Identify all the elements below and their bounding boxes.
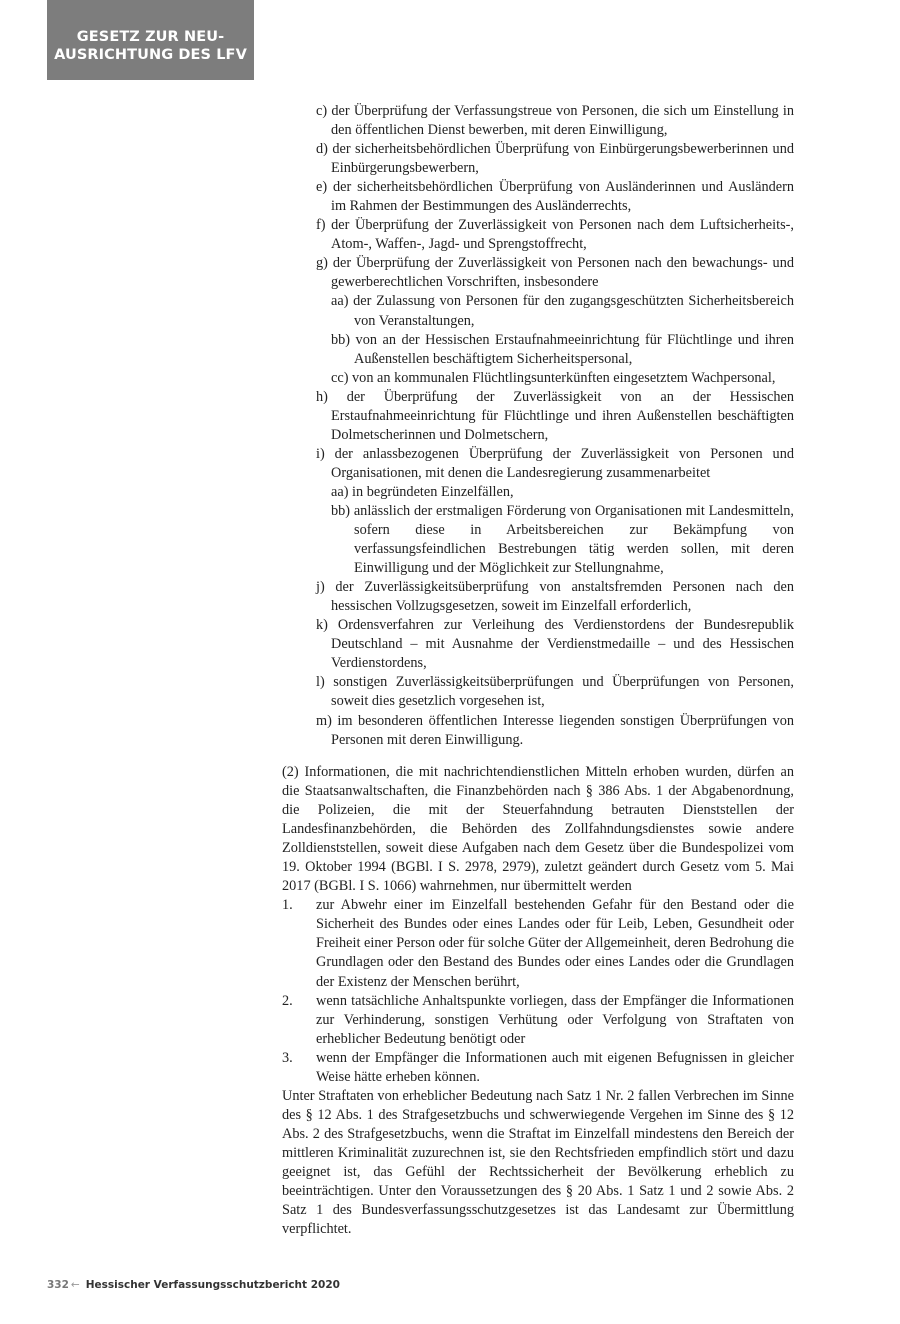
list-item-g-bb: bb) von an der Hessischen Erstaufnahmeeinrichtung für Flüchtlinge und ihren Außenstellen beschäftigtem Sicherheitspersonal, xyxy=(331,331,795,367)
paragraph-2-closing: Unter Straftaten von erheblicher Bedeutung nach Satz 1 Nr. 2 fallen Verbrechen im Sinne des § 12 Abs. 1 des Strafgesetzbuchs und schwerwiegende Vergehen im Sinne des § 12 Abs. 2 des Strafgesetzbuchs, wenn die Straftat im Einzelfall mindestens den Bereich der mittleren Kriminalität zuzurechnen ist, sie den Rechtsfrieden empfindlich stört und dazu geeignet ist, das Gefühl der Rechtssicherheit der Bevölkerung erheblich zu beeinträchtigen. Unter den Voraussetzungen des § 20 Abs. 1 Satz 1 und 2 sowie Abs. 2 Satz 1 des Bundesverfassungsschutzgesetzes ist das Landesamt zur Übermittlung verpflichtet. xyxy=(282,1087,794,1238)
publication-title: Hessischer Verfassungsschutzbericht 2020 xyxy=(85,1279,340,1291)
paragraph-2-intro: (2) Informationen, die mit nachrichtendienstlichen Mitteln erhoben wurden, dürfen an die Staatsanwaltschaften, die Finanzbehörden nach § 386 Abs. 1 der Abgabenordnung, die Polizeien, die mit der Steuerfahndung betrauten Dienststellen der Landesfinanzbehörden, die Behörden des Zollfahndungsdienstes sowie andere Zolldienststellen, soweit diese Aufgaben nach dem Gesetz über die Bundespolizei vom 19. Oktober 1994 (BGBl. I S. 2978, 2979), zuletzt geändert durch Gesetz vom 5. Mai 2017 (BGBl. I S. 1066) wahrnehmen, nur übermittelt werden xyxy=(282,764,794,895)
list-item-c: c) der Überprüfung der Verfassungstreue von Personen, die sich um Einstellung in den öffentlichen Dienst bewerben, mit deren Einwilligung, xyxy=(316,103,794,139)
paragraph-2 xyxy=(282,763,794,1239)
numbered-item-3-number: 3. xyxy=(282,1049,293,1066)
back-arrow-icon[interactable]: ← xyxy=(70,1279,80,1291)
list-item-i-bb: bb) anlässlich der erstmaligen Förderung von Organisationen mit Landesmitteln, sofern diese in Arbeitsbereichen zur Bekämpfung von verfassungsfeindlichen Bestrebungen tätig werden sollen, mit deren Einwilligung und der Möglichkeit zur Stellungnahme, xyxy=(331,502,794,577)
numbered-item-2-text: wenn tatsächliche Anhaltspunkte vorliegen, dass der Empfänger die Informationen zur Verhinderung, sonstigen Verhütung oder Verfolgung von Straftaten von erheblicher Bedeutung benötigt oder xyxy=(316,992,794,1047)
list-item-g-cc: cc) von an kommunalen Flüchtlingsunterkünften eingesetztem Wachpersonal, xyxy=(331,369,776,386)
section-header-box xyxy=(47,0,254,80)
list-item-h: h) der Überprüfung der Zuverlässigkeit von an der Hessischen Erstaufnahmeeinrichtung für Flüchtlinge und ihren Außenstellen beschäftigten Dolmetscherinnen und Dolmetschern, xyxy=(316,388,795,443)
list-item-f: f) der Überprüfung der Zuverlässigkeit von Personen nach dem Luftsicherheits-, Atom-, Waffen-, Jagd- und Sprengstoffrecht, xyxy=(316,217,795,253)
list-item-i: i) der anlassbezogenen Überprüfung der Zuverlässigkeit von Personen und Organisationen, mit denen die Landesregierung zusammenarbeitet xyxy=(316,445,795,481)
list-item-m: m) im besonderen öffentlichen Interesse liegenden sonstigen Überprüfungen von Personen mit deren Einwilligung. xyxy=(316,712,794,748)
numbered-item-1-number: 1. xyxy=(282,897,293,914)
paragraph-1-list-continuation xyxy=(316,102,794,750)
section-header-line-2: AUSRICHTUNG DES LFV xyxy=(54,47,247,63)
list-item-d: d) der sicherheitsbehördlichen Überprüfung von Einbürgerungsbewerberinnen und Einbürgerungsbewerbern, xyxy=(316,141,795,177)
numbered-item-3 xyxy=(282,1049,794,1087)
section-header-line-1: GESETZ ZUR NEU- xyxy=(76,29,225,45)
page-footer xyxy=(47,1279,340,1291)
list-item-g-aa: aa) der Zulassung von Personen für den zugangsgeschützten Sicherheitsbereich von Veranstaltungen, xyxy=(331,293,794,329)
list-item-k: k) Ordensverfahren zur Verleihung des Verdienstordens der Bundesrepublik Deutschland – mit Ausnahme der Verdienstmedaille – und des Hessischen Verdienstordens, xyxy=(316,617,795,672)
numbered-item-2-number: 2. xyxy=(282,992,293,1009)
list-item-e: e) der sicherheitsbehördlichen Überprüfung von Ausländerinnen und Ausländern im Rahmen der Bestimmungen des Ausländerrechts, xyxy=(316,179,795,215)
numbered-item-1-text: zur Abwehr einer im Einzelfall bestehenden Gefahr für den Bestand oder die Sicherheit des Bundes oder eines Landes oder für Leib, Leben, Gesundheit oder Freiheit einer Person oder für solche Güter der Allgemeinheit, deren Bedrohung die Grundlagen oder den Bestand des Bundes oder eines Landes oder die Grundlagen der Existenz der Menschen berührt, xyxy=(316,897,795,990)
numbered-item-1 xyxy=(282,896,794,991)
list-item-i-aa: aa) in begründeten Einzelfällen, xyxy=(331,483,514,500)
list-item-l: l) sonstigen Zuverlässigkeitsüberprüfungen und Überprüfungen von Personen, soweit dies gesetzlich vorgesehen ist, xyxy=(316,674,794,710)
numbered-item-3-text: wenn der Empfänger die Informationen auch mit eigenen Befugnissen in gleicher Weise hätte erheben können. xyxy=(316,1049,794,1085)
page-number: 332 xyxy=(47,1279,69,1291)
numbered-item-2 xyxy=(282,992,794,1049)
list-item-j: j) der Zuverlässigkeitsüberprüfung von anstaltsfremden Personen nach den hessischen Vollzugsgesetzen, soweit im Einzelfall erforderlich, xyxy=(316,579,795,615)
list-item-g: g) der Überprüfung der Zuverlässigkeit von Personen nach den bewachungs- und gewerberechtlichen Vorschriften, insbesondere xyxy=(316,255,794,291)
